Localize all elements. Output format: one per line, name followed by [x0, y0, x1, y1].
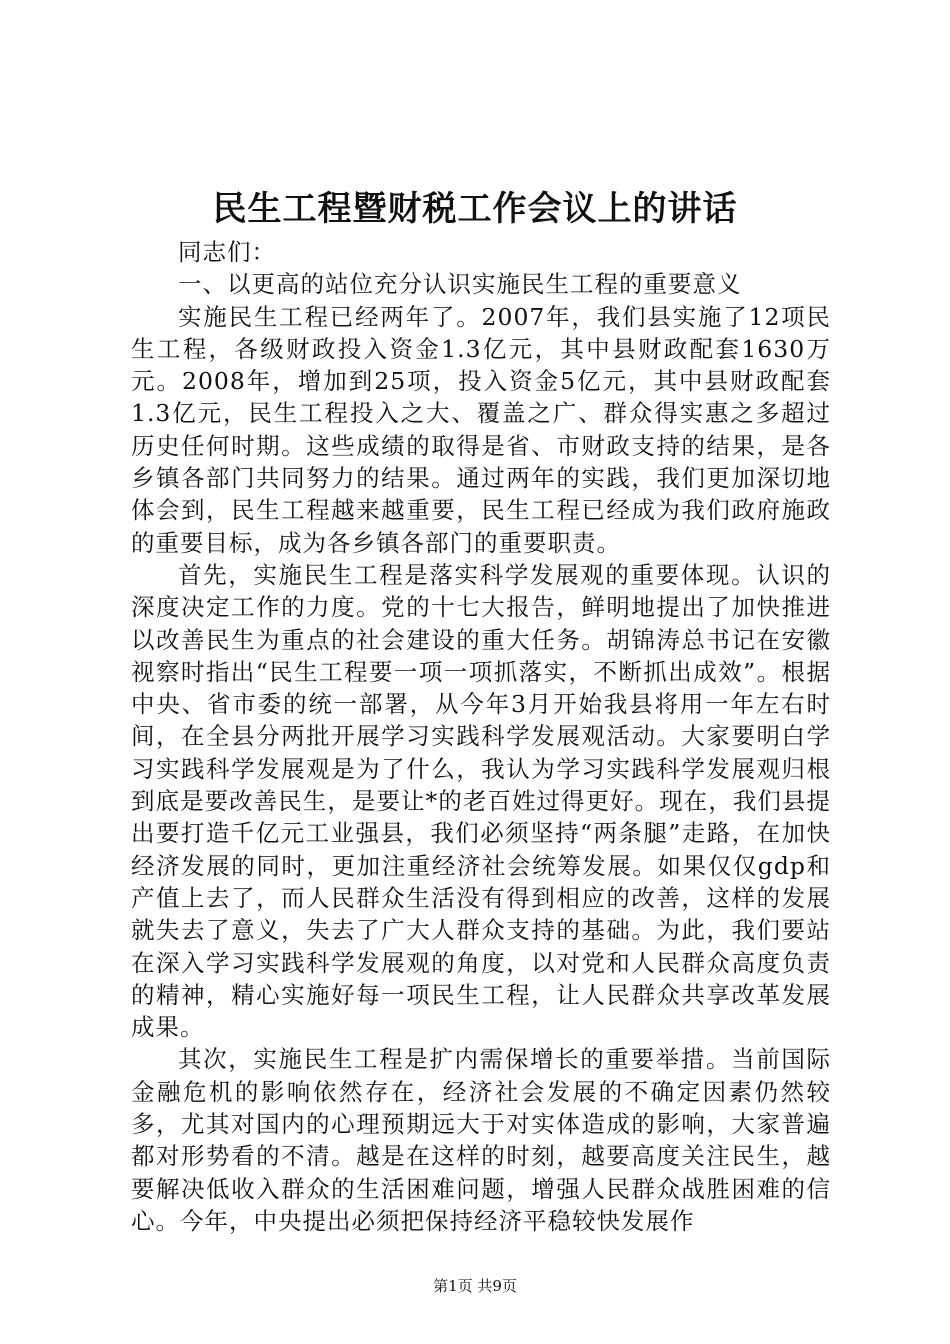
document-title: 民生工程暨财税工作会议上的讲话: [212, 189, 738, 229]
document-body: [131, 236, 831, 1237]
salutation: 同志们：: [178, 238, 276, 266]
body-paragraph: 首先，实施民生工程是落实科学发展观的重要体现。认识的深度决定工作的力度。党的十七大报告，鲜明地提出了加快推进以改善民生为重点的社会建设的重大任务。胡锦涛总书记在安徽视察时指出“民生工程要一项一项抓落实，不断抓出成效”。根据中央、省市委的统一部署，从今年3月开始我县将用一年左右时间，在全县分两批开展学习实践科学发展观活动。大家要明白学习实践科学发展观是为了什么，我认为学习实践科学发展观归根到底是要改善民生，是要让*的老百姓过得更好。现在，我们县提出要打造千亿元工业强县，我们必须坚持“两条腿”走路，在加快经济发展的同时，更加注重经济社会统筹发展。如果仅仅gdp和产值上去了，而人民群众生活没有得到相应的改善，这样的发展就失去了意义，失去了广大人群众支持的基础。为此，我们要站在深入学习实践科学发展观的角度，以对党和人民群众高度负责的精神，精心实施好每一项民生工程，让人民群众共享改革发展成果。: [131, 560, 831, 1042]
body-paragraph: 实施民生工程已经两年了。2007年，我们县实施了12项民生工程，各级财政投入资金1.3亿元，其中县财政配套1630万元。2008年，增加到25项，投入资金5亿元，其中县财政配套1.3亿元，民生工程投入之大、覆盖之广、群众得实惠之多超过历史任何时期。这些成绩的取得是省、市财政支持的结果，是各乡镇各部门共同努力的结果。通过两年的实践，我们更加深切地体会到，民生工程越来越重要，民生工程已经成为我们政府施政的重要目标，成为各乡镇各部门的重要职责。: [131, 302, 831, 557]
page-footer: 第1页 共9页: [433, 1277, 517, 1295]
section-heading: 一、以更高的站位充分认识实施民生工程的重要意义: [178, 270, 742, 299]
body-paragraph: 其次，实施民生工程是扩内需保增长的重要举措。当前国际金融危机的影响依然存在，经济社会发展的不确定因素仍然较多，尤其对国内的心理预期远大于对实体造成的影响，大家普遍都对形势看的不清。越是在这样的时刻，越要高度关注民生，越要解决低收入群众的生活困难问题，增强人民群众战胜困难的信心。今年，中央提出必须把保持经济平稳较快发展作: [131, 1045, 831, 1235]
